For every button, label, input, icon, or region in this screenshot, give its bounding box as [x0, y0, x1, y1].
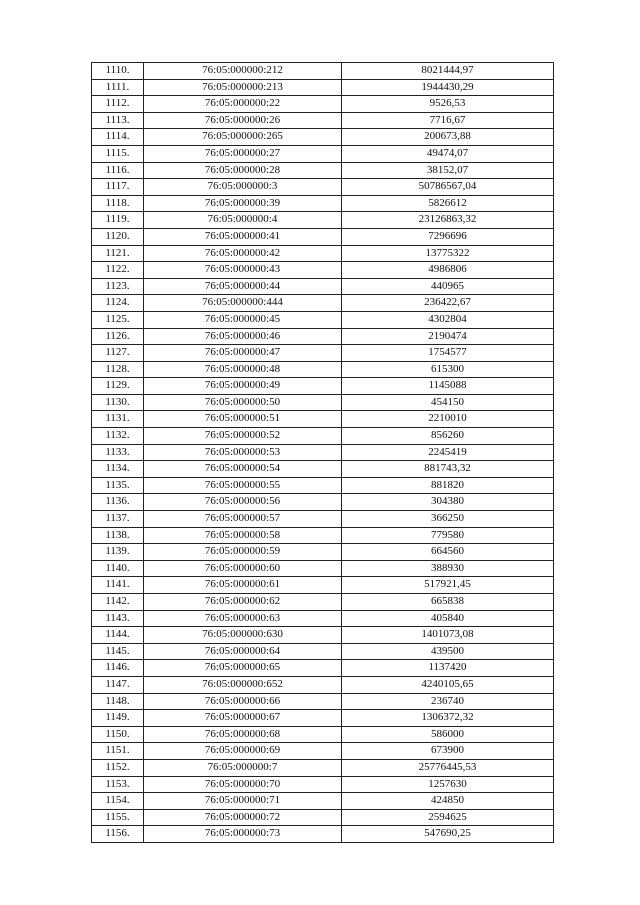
row-number-cell: 1136.: [92, 494, 144, 511]
table-row: [92, 627, 554, 644]
row-number-cell: 1118.: [92, 195, 144, 212]
table-row: [92, 345, 554, 362]
row-number-cell: 1140.: [92, 560, 144, 577]
row-number-cell: 1113.: [92, 112, 144, 129]
cadastral-value-cell: 1257630: [342, 776, 554, 793]
cadastral-value-cell: 405840: [342, 610, 554, 627]
row-number-cell: 1141.: [92, 577, 144, 594]
table-row: [92, 195, 554, 212]
row-number-cell: 1153.: [92, 776, 144, 793]
row-number-cell: 1117.: [92, 179, 144, 196]
table-row: [92, 361, 554, 378]
row-number-cell: 1152.: [92, 759, 144, 776]
cadastral-value-cell: 547690,25: [342, 826, 554, 843]
cadastral-number-cell: 76:05:000000:4: [144, 212, 342, 229]
cadastral-value-cell: 2594625: [342, 809, 554, 826]
cadastral-number-cell: 76:05:000000:3: [144, 179, 342, 196]
cadastral-value-cell: 25776445,53: [342, 759, 554, 776]
table-row: [92, 726, 554, 743]
row-number-cell: 1125.: [92, 311, 144, 328]
cadastral-value-cell: 4240105,65: [342, 676, 554, 693]
row-number-cell: 1112.: [92, 96, 144, 113]
cadastral-number-cell: 76:05:000000:55: [144, 477, 342, 494]
table-row: [92, 129, 554, 146]
cadastral-value-cell: 856260: [342, 428, 554, 445]
row-number-cell: 1120.: [92, 228, 144, 245]
cadastral-number-cell: 76:05:000000:72: [144, 809, 342, 826]
cadastral-number-cell: 76:05:000000:64: [144, 643, 342, 660]
table-row: [92, 461, 554, 478]
cadastral-number-cell: 76:05:000000:41: [144, 228, 342, 245]
table-row: [92, 63, 554, 80]
row-number-cell: 1149.: [92, 710, 144, 727]
cadastral-value-cell: 4302804: [342, 311, 554, 328]
table-row: [92, 311, 554, 328]
cadastral-value-cell: 13775322: [342, 245, 554, 262]
cadastral-value-cell: 1137420: [342, 660, 554, 677]
cadastral-number-cell: 76:05:000000:71: [144, 793, 342, 810]
table-row: [92, 527, 554, 544]
cadastral-number-cell: 76:05:000000:60: [144, 560, 342, 577]
row-number-cell: 1123.: [92, 278, 144, 295]
table-row: [92, 394, 554, 411]
row-number-cell: 1127.: [92, 345, 144, 362]
cadastral-number-cell: 76:05:000000:54: [144, 461, 342, 478]
table-row: [92, 643, 554, 660]
cadastral-number-cell: 76:05:000000:43: [144, 262, 342, 279]
row-number-cell: 1143.: [92, 610, 144, 627]
table-row: [92, 212, 554, 229]
cadastral-value-cell: 388930: [342, 560, 554, 577]
table-row: [92, 710, 554, 727]
table-row: [92, 112, 554, 129]
row-number-cell: 1139.: [92, 544, 144, 561]
cadastral-number-cell: 76:05:000000:59: [144, 544, 342, 561]
table-row: [92, 759, 554, 776]
cadastral-number-cell: 76:05:000000:53: [144, 444, 342, 461]
cadastral-number-cell: 76:05:000000:61: [144, 577, 342, 594]
cadastral-number-cell: 76:05:000000:62: [144, 594, 342, 611]
row-number-cell: 1133.: [92, 444, 144, 461]
cadastral-value-cell: 236422,67: [342, 295, 554, 312]
cadastral-value-cell: 38152,07: [342, 162, 554, 179]
row-number-cell: 1132.: [92, 428, 144, 445]
table-row: [92, 428, 554, 445]
cadastral-number-cell: 76:05:000000:212: [144, 63, 342, 80]
row-number-cell: 1151.: [92, 743, 144, 760]
cadastral-value-table: [91, 62, 554, 843]
cadastral-value-cell: 454150: [342, 394, 554, 411]
cadastral-number-cell: 76:05:000000:56: [144, 494, 342, 511]
row-number-cell: 1121.: [92, 245, 144, 262]
cadastral-value-cell: 304380: [342, 494, 554, 511]
table-row: [92, 793, 554, 810]
table-row: [92, 295, 554, 312]
table-row: [92, 494, 554, 511]
row-number-cell: 1130.: [92, 394, 144, 411]
table-row: [92, 96, 554, 113]
cadastral-number-cell: 76:05:000000:58: [144, 527, 342, 544]
row-number-cell: 1129.: [92, 378, 144, 395]
cadastral-number-cell: 76:05:000000:42: [144, 245, 342, 262]
cadastral-value-cell: 1401073,08: [342, 627, 554, 644]
cadastral-number-cell: 76:05:000000:652: [144, 676, 342, 693]
cadastral-number-cell: 76:05:000000:26: [144, 112, 342, 129]
table-row: [92, 577, 554, 594]
table-row: [92, 378, 554, 395]
cadastral-number-cell: 76:05:000000:22: [144, 96, 342, 113]
cadastral-number-cell: 76:05:000000:63: [144, 610, 342, 627]
cadastral-value-cell: 440965: [342, 278, 554, 295]
row-number-cell: 1135.: [92, 477, 144, 494]
cadastral-number-cell: 76:05:000000:44: [144, 278, 342, 295]
cadastral-value-cell: 664560: [342, 544, 554, 561]
table-row: [92, 660, 554, 677]
row-number-cell: 1145.: [92, 643, 144, 660]
row-number-cell: 1110.: [92, 63, 144, 80]
cadastral-number-cell: 76:05:000000:7: [144, 759, 342, 776]
cadastral-value-cell: 4986806: [342, 262, 554, 279]
cadastral-number-cell: 76:05:000000:46: [144, 328, 342, 345]
cadastral-value-cell: 7716,67: [342, 112, 554, 129]
table-row: [92, 444, 554, 461]
table-row: [92, 776, 554, 793]
cadastral-number-cell: 76:05:000000:68: [144, 726, 342, 743]
cadastral-value-cell: 8021444,97: [342, 63, 554, 80]
cadastral-number-cell: 76:05:000000:45: [144, 311, 342, 328]
row-number-cell: 1147.: [92, 676, 144, 693]
cadastral-value-cell: 23126863,32: [342, 212, 554, 229]
cadastral-number-cell: 76:05:000000:65: [144, 660, 342, 677]
cadastral-number-cell: 76:05:000000:52: [144, 428, 342, 445]
cadastral-number-cell: 76:05:000000:48: [144, 361, 342, 378]
cadastral-number-cell: 76:05:000000:73: [144, 826, 342, 843]
cadastral-value-cell: 881743,32: [342, 461, 554, 478]
row-number-cell: 1124.: [92, 295, 144, 312]
cadastral-value-cell: 236740: [342, 693, 554, 710]
cadastral-number-cell: 76:05:000000:27: [144, 145, 342, 162]
table-row: [92, 328, 554, 345]
cadastral-value-cell: 50786567,04: [342, 179, 554, 196]
cadastral-value-cell: 881820: [342, 477, 554, 494]
cadastral-number-cell: 76:05:000000:69: [144, 743, 342, 760]
cadastral-number-cell: 76:05:000000:49: [144, 378, 342, 395]
row-number-cell: 1111.: [92, 79, 144, 96]
row-number-cell: 1146.: [92, 660, 144, 677]
cadastral-number-cell: 76:05:000000:70: [144, 776, 342, 793]
table-row: [92, 262, 554, 279]
cadastral-value-cell: 2190474: [342, 328, 554, 345]
row-number-cell: 1142.: [92, 594, 144, 611]
row-number-cell: 1131.: [92, 411, 144, 428]
cadastral-value-cell: 1145088: [342, 378, 554, 395]
cadastral-value-cell: 1944430,29: [342, 79, 554, 96]
row-number-cell: 1155.: [92, 809, 144, 826]
cadastral-number-cell: 76:05:000000:67: [144, 710, 342, 727]
cadastral-value-cell: 2210010: [342, 411, 554, 428]
cadastral-number-cell: 76:05:000000:265: [144, 129, 342, 146]
row-number-cell: 1137.: [92, 511, 144, 528]
row-number-cell: 1115.: [92, 145, 144, 162]
table-row: [92, 743, 554, 760]
cadastral-value-cell: 1306372,32: [342, 710, 554, 727]
cadastral-number-cell: 76:05:000000:213: [144, 79, 342, 96]
cadastral-number-cell: 76:05:000000:47: [144, 345, 342, 362]
cadastral-number-cell: 76:05:000000:51: [144, 411, 342, 428]
cadastral-value-cell: 439500: [342, 643, 554, 660]
row-number-cell: 1116.: [92, 162, 144, 179]
table-row: [92, 245, 554, 262]
table-row: [92, 79, 554, 96]
cadastral-value-cell: 9526,53: [342, 96, 554, 113]
cadastral-number-cell: 76:05:000000:66: [144, 693, 342, 710]
table-row: [92, 809, 554, 826]
cadastral-number-cell: 76:05:000000:50: [144, 394, 342, 411]
table-row: [92, 411, 554, 428]
cadastral-value-cell: 366250: [342, 511, 554, 528]
row-number-cell: 1128.: [92, 361, 144, 378]
row-number-cell: 1114.: [92, 129, 144, 146]
cadastral-value-cell: 7296696: [342, 228, 554, 245]
row-number-cell: 1134.: [92, 461, 144, 478]
cadastral-value-cell: 424850: [342, 793, 554, 810]
cadastral-value-cell: 586000: [342, 726, 554, 743]
row-number-cell: 1126.: [92, 328, 144, 345]
row-number-cell: 1122.: [92, 262, 144, 279]
table-body: [92, 63, 554, 843]
table-row: [92, 228, 554, 245]
row-number-cell: 1154.: [92, 793, 144, 810]
cadastral-value-cell: 2245419: [342, 444, 554, 461]
table-row: [92, 477, 554, 494]
table-row: [92, 693, 554, 710]
row-number-cell: 1119.: [92, 212, 144, 229]
cadastral-value-cell: 665838: [342, 594, 554, 611]
cadastral-value-cell: 49474,07: [342, 145, 554, 162]
cadastral-value-cell: 673900: [342, 743, 554, 760]
table-row: [92, 676, 554, 693]
table-row: [92, 560, 554, 577]
cadastral-number-cell: 76:05:000000:39: [144, 195, 342, 212]
cadastral-value-cell: 200673,88: [342, 129, 554, 146]
table-row: [92, 511, 554, 528]
row-number-cell: 1150.: [92, 726, 144, 743]
cadastral-number-cell: 76:05:000000:444: [144, 295, 342, 312]
table-row: [92, 610, 554, 627]
cadastral-value-cell: 517921,45: [342, 577, 554, 594]
table-row: [92, 826, 554, 843]
row-number-cell: 1144.: [92, 627, 144, 644]
table-row: [92, 544, 554, 561]
cadastral-number-cell: 76:05:000000:28: [144, 162, 342, 179]
row-number-cell: 1148.: [92, 693, 144, 710]
cadastral-number-cell: 76:05:000000:630: [144, 627, 342, 644]
cadastral-number-cell: 76:05:000000:57: [144, 511, 342, 528]
row-number-cell: 1156.: [92, 826, 144, 843]
row-number-cell: 1138.: [92, 527, 144, 544]
table-row: [92, 594, 554, 611]
cadastral-value-cell: 615300: [342, 361, 554, 378]
table-row: [92, 145, 554, 162]
cadastral-value-cell: 779580: [342, 527, 554, 544]
table-row: [92, 278, 554, 295]
table-row: [92, 162, 554, 179]
table-row: [92, 179, 554, 196]
cadastral-value-cell: 5826612: [342, 195, 554, 212]
cadastral-value-cell: 1754577: [342, 345, 554, 362]
